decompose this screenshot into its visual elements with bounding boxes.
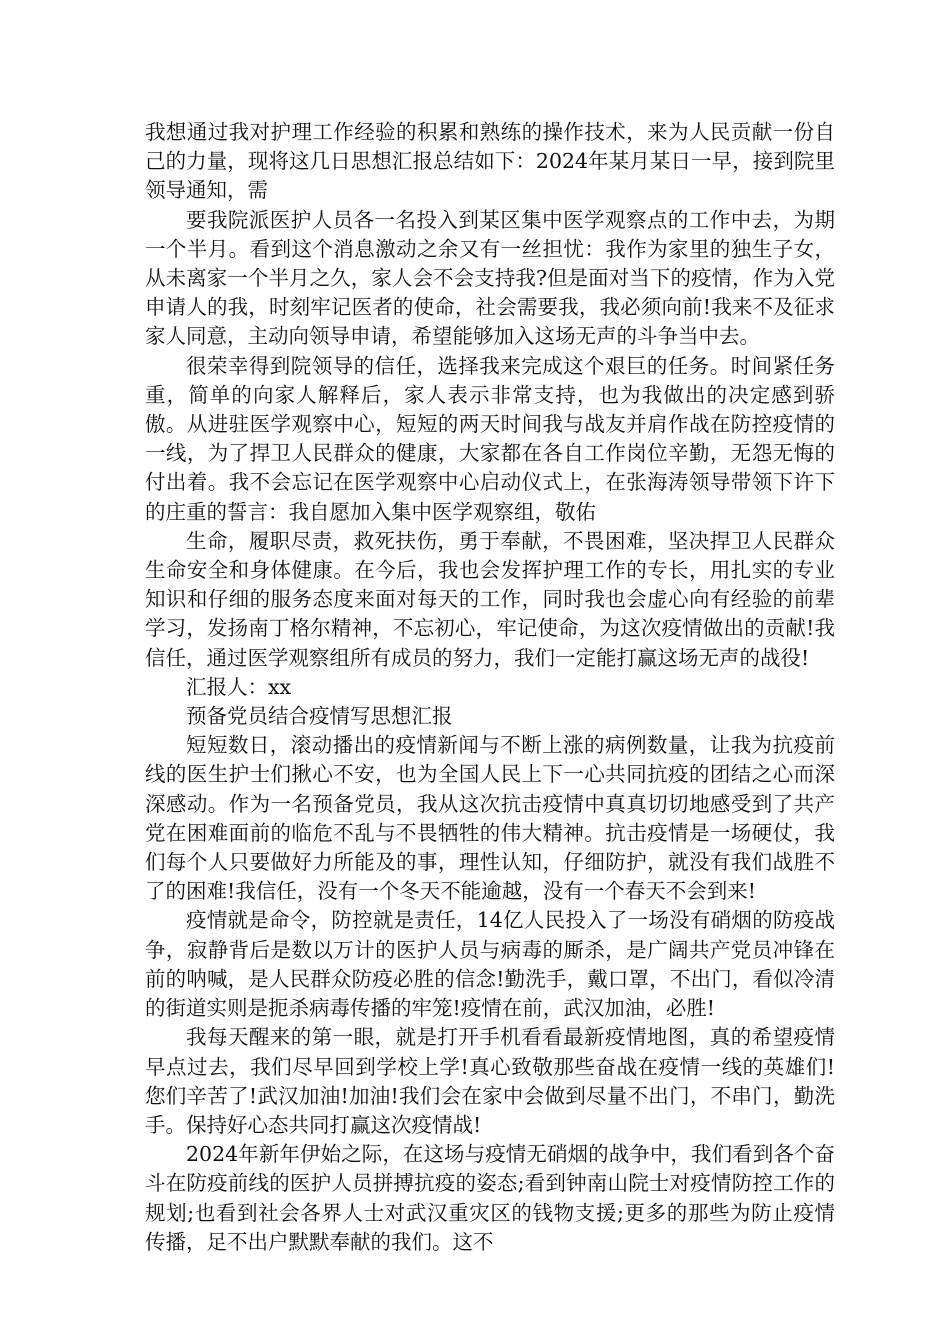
section-title: 预备党员结合疫情写思想汇报 — [186, 704, 453, 729]
reporter-signature: 汇报人：xx — [186, 674, 292, 699]
document-body — [145, 118, 835, 1257]
paragraph-honor: 很荣幸得到院领导的信任，选择我来完成这个艰巨的任务。时间紧任务重，简单的向家人解释后，家人表示非常支持，也为我做出的决定感到骄傲。从进驻医学观察中心，短短的两天时间我与战友并肩作战在防控疫情的一线，为了捍卫人民群众的健康，大家都在各自工作岗位辛勤，无怨无悔的付出着。我不会忘记在医学观察中心启动仪式上，在张海涛领导带领下许下的庄重的誓言：我自愿加入集中医学观察组，敬佑 — [145, 353, 835, 524]
paragraph-assignment: 要我院派医护人员各一名投入到某区集中医学观察点的工作中去，为期一个半月。看到这个消息激动之余又有一丝担忧：我作为家里的独生子女，从未离家一个半月之久，家人会不会支持我?但是面对当下的疫情，作为入党申请人的我，时刻牢记医者的使命，社会需要我，我必须向前!我来不及征求家人同意，主动向领导申请，希望能够加入这场无声的斗争当中去。 — [145, 207, 835, 349]
paragraph-daily: 我每天醒来的第一眼，就是打开手机看看最新疫情地图，真的希望疫情早点过去，我们尽早回到学校上学!真心致敬那些奋战在疫情一线的英雄们!您们辛苦了!武汉加油!加油!我们会在家中会做到尽量不出门，不串门，勤洗手。保持好心态共同打赢这次疫情战! — [145, 1025, 835, 1137]
paragraph-oath: 生命，履职尽责，救死扶伤，勇于奉献，不畏困难，坚决捍卫人民群众生命安全和身体健康。在今后，我也会发挥护理工作的专长，用扎实的专业知识和仔细的服务态度来面对每天的工作，同时我也会虚心向有经验的前辈学习，发扬南丁格尔精神，不忘初心，牢记使命，为这次疫情做出的贡献!我信任，通过医学观察组所有成员的努力，我们一定能打赢这场无声的战役! — [145, 528, 835, 670]
paragraph-new-year: 2024年新年伊始之际，在这场与疫情无硝烟的战争中，我们看到各个奋斗在防疫前线的医护人员拼搏抗疫的姿态;看到钟南山院士对疫情防控工作的规划;也看到社会各界人士对武汉重灾区的钱物支援;更多的那些为防止疫情传播，足不出户默默奉献的我们。这不 — [145, 1142, 835, 1254]
paragraph-command: 疫情就是命令，防控就是责任，14亿人民投入了一场没有硝烟的防疫战争，寂静背后是数以万计的医护人员与病毒的厮杀，是广阔共产党员冲锋在前的呐喊，是人民群众防疫必胜的信念!勤洗手，戴口罩，不出门，看似冷清的街道实则是扼杀病毒传播的牢笼!疫情在前，武汉加油，必胜! — [145, 908, 835, 1021]
paragraph-intro: 我想通过我对护理工作经验的积累和熟练的操作技术，来为人民贡献一份自己的力量，现将这几日思想汇报总结如下：2024年某月某日一早，接到院里领导通知，需 — [145, 120, 835, 203]
paragraph-news: 短短数日，滚动播出的疫情新闻与不断上涨的病例数量，让我为抗疫前线的医生护士们揪心不安，也为全国人民上下一心共同抗疫的团结之心而深深感动。作为一名预备党员，我从这次抗击疫情中真真切切地感受到了共产党在困难面前的临危不乱与不畏牺牲的伟大精神。抗击疫情是一场硬仗，我们每个人只要做好力所能及的事，理性认知，仔细防护，就没有我们战胜不了的困难!我信任，没有一个冬天不能逾越，没有一个春天不会到来! — [145, 733, 835, 904]
